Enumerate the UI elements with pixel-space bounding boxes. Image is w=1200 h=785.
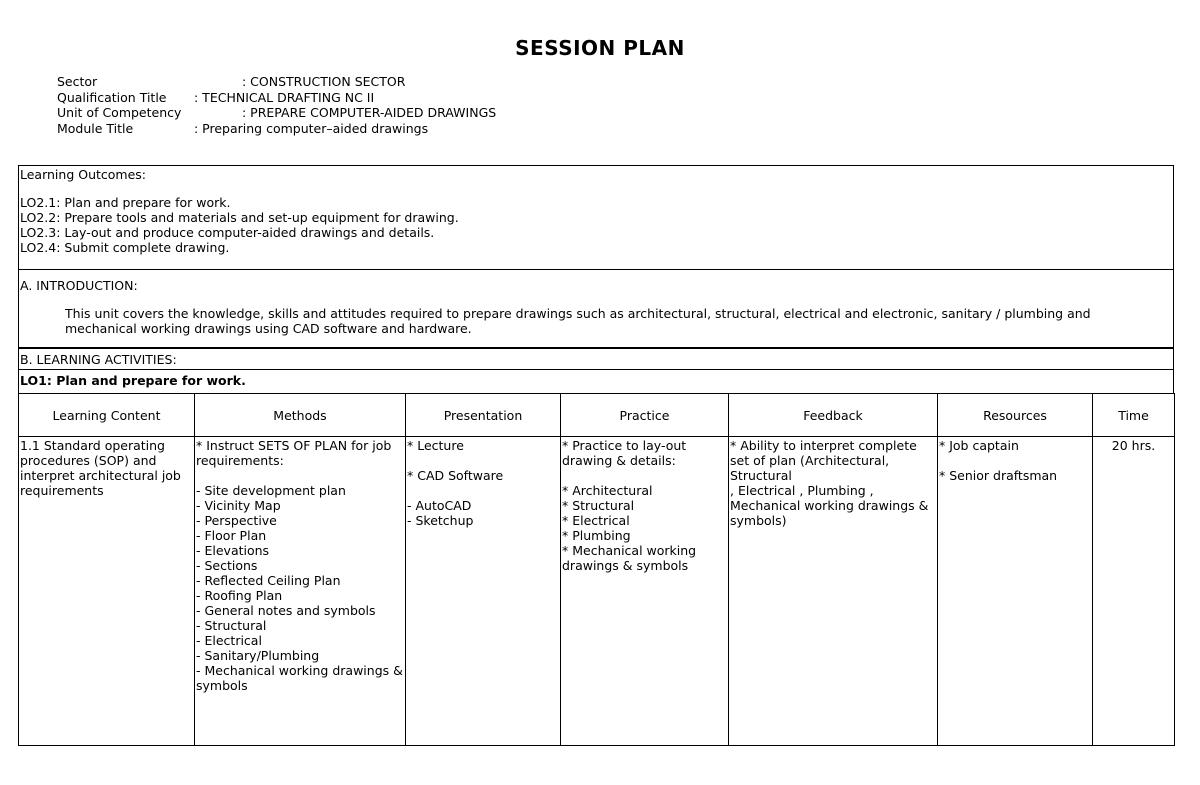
meta-value: : Preparing computer–aided drawings	[194, 120, 429, 136]
column-header-presentation: Presentation	[406, 394, 561, 437]
meta-label: Sector	[57, 74, 98, 89]
meta-value: : CONSTRUCTION SECTOR	[242, 74, 406, 89]
learning-activities-section	[18, 347, 1174, 370]
learning-outcomes-section	[18, 165, 1174, 270]
learning-outcome-item: LO2.4: Submit complete drawing.	[20, 240, 230, 255]
cell-feedback: * Ability to interpret complete set of plan (Architectural, Structural , Electrical , Plumbing , Mechanical working drawings & symbols)	[729, 437, 938, 746]
column-header-time: Time	[1093, 394, 1175, 437]
column-header-learning-content: Learning Content	[19, 394, 195, 437]
learning-outcome-item: LO2.3: Lay-out and produce computer-aided drawings and details.	[20, 225, 435, 240]
cell-resources: * Job captain * Senior draftsman	[938, 437, 1093, 746]
lo1-heading: LO1: Plan and prepare for work.	[20, 373, 246, 388]
cell-learning-content: 1.1 Standard operating procedures (SOP) and interpret architectural job requirements	[19, 437, 195, 746]
meta-value: : PREPARE COMPUTER-AIDED DRAWINGS	[242, 105, 497, 120]
activities-table	[18, 393, 1175, 746]
column-header-feedback: Feedback	[729, 394, 938, 437]
table-row	[19, 437, 1175, 746]
learning-outcomes-heading: Learning Outcomes:	[20, 167, 147, 182]
column-header-methods: Methods	[195, 394, 406, 437]
cell-time: 20 hrs.	[1093, 437, 1175, 746]
meta-label: Unit of Competency	[57, 105, 182, 120]
cell-practice: * Practice to lay-out drawing & details: * Architectural * Structural * Electrical * Plumbing * Mechanical working drawings & symbols	[561, 437, 729, 746]
lo1-section	[18, 369, 1174, 394]
cell-methods: * Instruct SETS OF PLAN for job requirements: - Site development plan - Vicinity Map - Perspective - Floor Plan - Elevations - Sections - Reflected Ceiling Plan - Roofing Plan - General notes and symbols - Structural - Electrical - Sanitary/Plumbing - Mechanical working drawings & symbols	[195, 437, 406, 746]
meta-label: Qualification Title	[57, 89, 167, 105]
learning-activities-heading: B. LEARNING ACTIVITIES:	[20, 352, 177, 367]
cell-presentation: * Lecture * CAD Software - AutoCAD - Sketchup	[406, 437, 561, 746]
introduction-heading: A. INTRODUCTION:	[20, 278, 138, 293]
introduction-section	[18, 269, 1174, 349]
column-header-resources: Resources	[938, 394, 1093, 437]
table-header-row	[19, 394, 1175, 437]
introduction-text: This unit covers the knowledge, skills and attitudes required to prepare drawings such as architectural, structural, electrical and electronic, sanitary / plumbing and mechanical working drawings using CAD software and hardware.	[65, 306, 1091, 336]
meta-value: : TECHNICAL DRAFTING NC II	[194, 89, 375, 105]
meta-label: Module Title	[57, 120, 134, 136]
learning-outcome-item: LO2.2: Prepare tools and materials and set-up equipment for drawing.	[20, 210, 459, 225]
learning-outcome-item: LO2.1: Plan and prepare for work.	[20, 195, 231, 210]
column-header-practice: Practice	[561, 394, 729, 437]
page-title: SESSION PLAN	[515, 36, 685, 60]
